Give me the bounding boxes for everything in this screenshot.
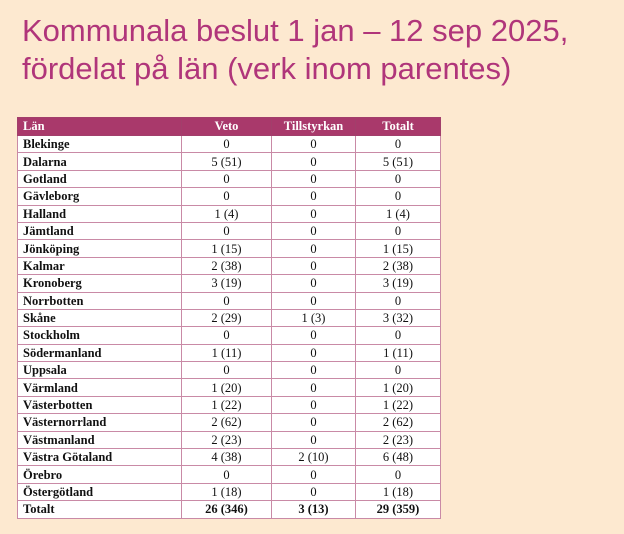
cell-totalt: 29 (359) (356, 501, 441, 518)
cell-tillstyrkan: 0 (272, 205, 356, 222)
cell-lan: Uppsala (18, 362, 182, 379)
table-row (18, 309, 441, 326)
cell-tillstyrkan: 0 (272, 240, 356, 257)
table-row (18, 327, 441, 344)
cell-totalt: 1 (11) (356, 344, 441, 361)
cell-tillstyrkan: 0 (272, 396, 356, 413)
cell-veto: 1 (15) (182, 240, 272, 257)
cell-totalt: 0 (356, 222, 441, 239)
cell-tillstyrkan: 0 (272, 362, 356, 379)
cell-lan: Kronoberg (18, 275, 182, 292)
cell-tillstyrkan: 3 (13) (272, 501, 356, 518)
cell-totalt: 0 (356, 136, 441, 153)
cell-veto: 0 (182, 188, 272, 205)
cell-veto: 2 (29) (182, 309, 272, 326)
cell-tillstyrkan: 0 (272, 379, 356, 396)
cell-totalt: 3 (32) (356, 309, 441, 326)
column-header-tillstyrkan: Tillstyrkan (272, 118, 356, 136)
cell-veto: 3 (19) (182, 275, 272, 292)
table-header-row (18, 118, 441, 136)
total-row (18, 501, 441, 518)
table-row (18, 483, 441, 500)
cell-veto: 2 (62) (182, 414, 272, 431)
cell-tillstyrkan: 1 (3) (272, 309, 356, 326)
table-row (18, 414, 441, 431)
table-row (18, 188, 441, 205)
cell-tillstyrkan: 0 (272, 344, 356, 361)
table-row (18, 153, 441, 170)
table-row (18, 292, 441, 309)
cell-totalt: 2 (23) (356, 431, 441, 448)
cell-tillstyrkan: 0 (272, 136, 356, 153)
table-body (18, 136, 441, 519)
cell-lan: Västernorrland (18, 414, 182, 431)
cell-lan: Västra Götaland (18, 449, 182, 466)
cell-veto: 4 (38) (182, 449, 272, 466)
cell-lan: Blekinge (18, 136, 182, 153)
cell-lan: Halland (18, 205, 182, 222)
cell-tillstyrkan: 0 (272, 188, 356, 205)
table-row (18, 275, 441, 292)
cell-veto: 1 (4) (182, 205, 272, 222)
cell-totalt: 1 (15) (356, 240, 441, 257)
cell-tillstyrkan: 0 (272, 292, 356, 309)
table-row (18, 362, 441, 379)
cell-totalt: 0 (356, 327, 441, 344)
cell-tillstyrkan: 0 (272, 257, 356, 274)
title-line-2: fördelat på län (verk inom parentes) (22, 51, 512, 86)
cell-veto: 2 (38) (182, 257, 272, 274)
table-row (18, 170, 441, 187)
cell-veto: 26 (346) (182, 501, 272, 518)
cell-tillstyrkan: 0 (272, 327, 356, 344)
cell-lan: Dalarna (18, 153, 182, 170)
table-row (18, 431, 441, 448)
cell-veto: 0 (182, 292, 272, 309)
cell-totalt: 1 (20) (356, 379, 441, 396)
cell-veto: 0 (182, 466, 272, 483)
cell-tillstyrkan: 0 (272, 483, 356, 500)
cell-lan: Jämtland (18, 222, 182, 239)
cell-lan: Kalmar (18, 257, 182, 274)
cell-lan: Örebro (18, 466, 182, 483)
table-row (18, 466, 441, 483)
cell-tillstyrkan: 0 (272, 153, 356, 170)
cell-veto: 0 (182, 170, 272, 187)
table-row (18, 344, 441, 361)
cell-veto: 0 (182, 327, 272, 344)
column-header-veto: Veto (182, 118, 272, 136)
table-row (18, 136, 441, 153)
cell-veto: 2 (23) (182, 431, 272, 448)
cell-totalt: 1 (22) (356, 396, 441, 413)
cell-lan: Gävleborg (18, 188, 182, 205)
cell-lan: Jönköping (18, 240, 182, 257)
table-row (18, 257, 441, 274)
cell-totalt: 1 (18) (356, 483, 441, 500)
table-row (18, 222, 441, 239)
cell-veto: 0 (182, 136, 272, 153)
cell-tillstyrkan: 0 (272, 170, 356, 187)
cell-lan: Skåne (18, 309, 182, 326)
table-row (18, 379, 441, 396)
cell-totalt: 0 (356, 188, 441, 205)
table-row (18, 449, 441, 466)
column-header-lan: Län (18, 118, 182, 136)
cell-veto: 1 (20) (182, 379, 272, 396)
cell-veto: 0 (182, 222, 272, 239)
cell-veto: 5 (51) (182, 153, 272, 170)
cell-veto: 1 (22) (182, 396, 272, 413)
cell-totalt: 6 (48) (356, 449, 441, 466)
column-header-totalt: Totalt (356, 118, 441, 136)
decisions-table (17, 117, 441, 519)
cell-lan: Norrbotten (18, 292, 182, 309)
cell-lan: Stockholm (18, 327, 182, 344)
cell-lan: Gotland (18, 170, 182, 187)
table-row (18, 240, 441, 257)
cell-totalt: 5 (51) (356, 153, 441, 170)
cell-tillstyrkan: 2 (10) (272, 449, 356, 466)
cell-totalt: 2 (62) (356, 414, 441, 431)
cell-veto: 0 (182, 362, 272, 379)
title-line-1: Kommunala beslut 1 jan – 12 sep 2025, (22, 13, 569, 48)
cell-tillstyrkan: 0 (272, 275, 356, 292)
cell-lan: Södermanland (18, 344, 182, 361)
page-title (22, 12, 568, 88)
cell-veto: 1 (11) (182, 344, 272, 361)
cell-totalt: 3 (19) (356, 275, 441, 292)
cell-totalt: 0 (356, 292, 441, 309)
cell-lan: Värmland (18, 379, 182, 396)
cell-veto: 1 (18) (182, 483, 272, 500)
cell-lan: Östergötland (18, 483, 182, 500)
cell-lan: Västerbotten (18, 396, 182, 413)
cell-totalt: 0 (356, 170, 441, 187)
cell-totalt: 0 (356, 362, 441, 379)
cell-tillstyrkan: 0 (272, 431, 356, 448)
table-row (18, 205, 441, 222)
cell-totalt: 0 (356, 466, 441, 483)
table-row (18, 396, 441, 413)
cell-tillstyrkan: 0 (272, 222, 356, 239)
cell-tillstyrkan: 0 (272, 414, 356, 431)
cell-totalt: 2 (38) (356, 257, 441, 274)
cell-totalt: 1 (4) (356, 205, 441, 222)
cell-tillstyrkan: 0 (272, 466, 356, 483)
cell-lan: Västmanland (18, 431, 182, 448)
cell-lan: Totalt (18, 501, 182, 518)
